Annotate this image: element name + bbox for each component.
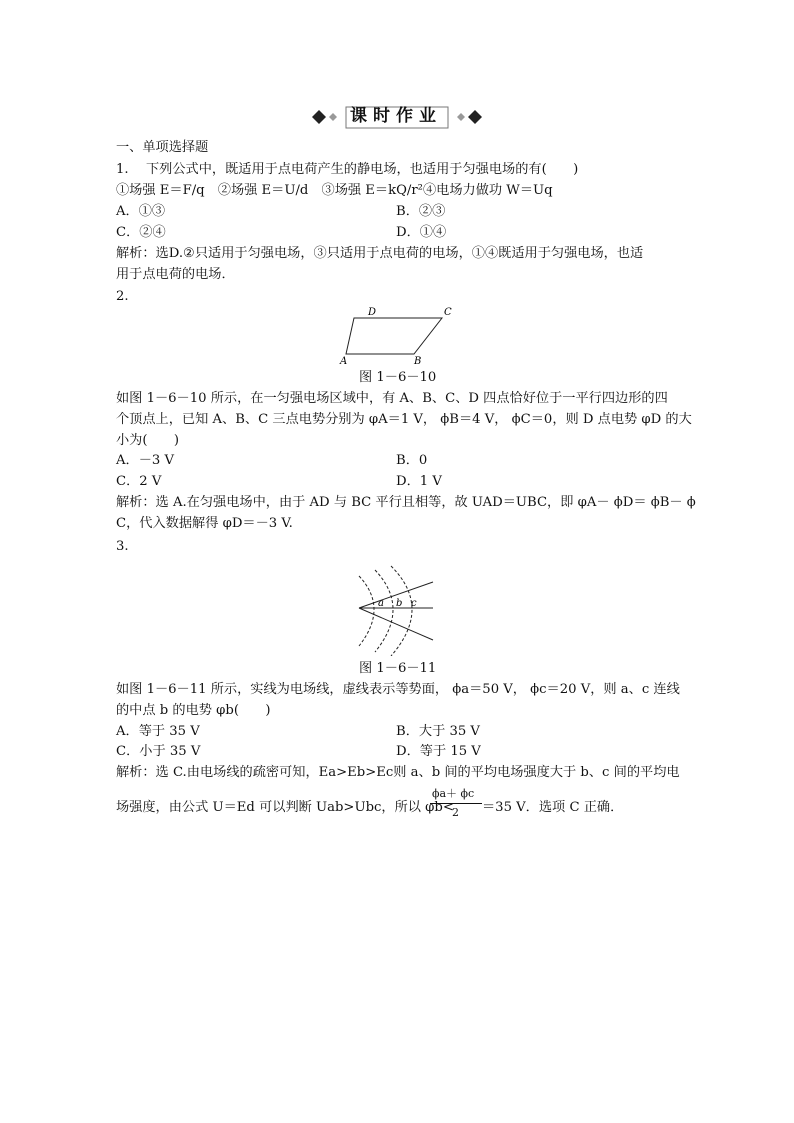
q3-analysis-line2b: ＝35 V．选项 C 正确． [482,800,624,815]
q3-option-c: C．小于 35 V [116,744,201,759]
right-diamond-ornament [457,110,482,124]
page-title: 课时作业 [350,106,442,126]
q3-analysis-line2a: 场强度，由公式 U＝Ed 可以判断 Uab>Ubc，所以 φb< [116,800,454,815]
q3-analysis-line1: 解析：选 C.由电场线的疏密可知，Ea>Eb>Ec则 a、b 间的平均电场强度大于 b、c 间的平均电 [116,765,680,780]
q2-option-a: A．－3 V [116,453,175,468]
label-b: B [414,356,422,367]
label-b: b [396,598,403,609]
q3-figure-caption: 图 1－6－11 [359,661,437,676]
label-a: A [340,356,348,367]
label-c: c [411,598,417,609]
label-d: D [368,307,377,318]
q2-figure-caption: 图 1－6－10 [359,370,437,385]
q1-option-c: C．②④ [116,225,166,240]
q1-analysis-line2: 用于点电荷的电场． [116,267,235,282]
q3-option-a: A．等于 35 V [116,724,200,739]
q1-option-a: A．①③ [116,204,166,219]
fraction-bar [430,803,482,804]
section-title: 一、单项选择题 [116,140,209,155]
q1-option-d: D．①④ [396,225,447,240]
fraction-numerator: ϕa＋ ϕc [432,787,475,800]
q2-number: 2. [116,289,129,304]
parallelogram-shape [346,318,442,354]
q2-stem-line3: 小为( ) [116,433,180,448]
fraction-denominator: 2 [452,806,459,819]
q3-stem-line2: 的中点 b 的电势 φb( ) [116,703,271,718]
q3-stem-line1: 如图 1－6－11 所示，实线为电场线，虚线表示等势面， ϕa＝50 V， ϕc＝20 V，则 a、c 连线 [116,682,680,697]
q1-option-b: B．②③ [396,204,446,219]
q3-number: 3. [116,539,129,554]
q2-stem-line2: 个顶点上，已知 A、B、C 三点电势分别为 φA＝1 V， ϕB＝4 V， ϕC＝0，则 D 点电势 φD 的大 [116,412,692,427]
q2-option-c: C．2 V [116,474,162,489]
field-lines [359,582,433,640]
q2-stem-line1: 如图 1－6－10 所示，在一匀强电场区域中，有 A、B、C、D 四点恰好位于一平行四边形的四 [116,391,668,406]
q1-analysis-line1: 解析：选D.②只适用于匀强电场，③只适用于点电荷的电场，①④既适用于匀强电场，也适 [116,246,644,261]
q3-option-d: D．等于 15 V [396,744,481,759]
label-a: a [378,598,384,609]
field-line-lower [359,608,433,640]
q3-option-b: B．大于 35 V [396,724,480,739]
left-diamond-ornament [312,110,337,124]
q2-analysis-line2: C，代入数据解得 φD＝－3 V. [116,516,293,531]
equipotential-c [391,566,412,656]
q1-stem: 1. 下列公式中，既适用于点电荷产生的静电场，也适用于匀强电场的有( ) [116,162,579,177]
field-lines-figure [345,564,445,656]
q2-analysis-line1: 解析：选 A.在匀强电场中，由于 AD 与 BC 平行且相等，故 UAD＝UBC，即 φA－ ϕD＝ ϕB－ ϕ [116,495,696,510]
equipotential-b [375,570,393,652]
q2-option-d: D．1 V [396,474,442,489]
parallelogram-figure [330,302,470,368]
q2-option-b: B．0 [396,453,428,468]
q1-formulas: ①场强 E＝F/q ②场强 E＝U/d ③场强 E＝kQ/r²④电场力做功 W＝Uq [116,183,553,198]
label-c: C [444,307,452,318]
